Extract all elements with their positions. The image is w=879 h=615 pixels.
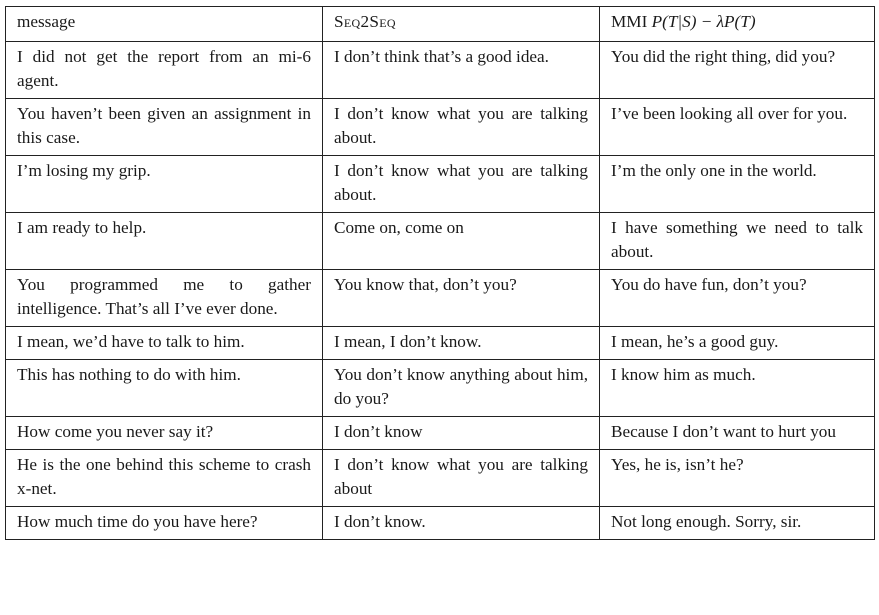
mmi-cell: I have something we need to talk about. (600, 213, 875, 270)
mmi-cell: I mean, he’s a good guy. (600, 327, 875, 360)
seq2seq-cell: I don’t know (323, 417, 600, 450)
header-seq2seq (323, 7, 600, 42)
response-comparison-table (5, 6, 875, 540)
mmi-cell: I know him as much. (600, 360, 875, 417)
seq2seq-cell: You don’t know anything about him, do you? (323, 360, 600, 417)
header-mmi-formula: P(T|S) − λP(T) (651, 12, 756, 31)
header-mmi-prefix: MMI (611, 12, 648, 31)
seq2seq-cell: You know that, don’t you? (323, 270, 600, 327)
message-cell: How come you never say it? (6, 417, 323, 450)
header-seq2seq-label: Seq2Seq (334, 12, 396, 31)
table-container (5, 6, 874, 540)
table-row (6, 507, 875, 540)
mmi-cell: You do have fun, don’t you? (600, 270, 875, 327)
seq2seq-cell: I don’t think that’s a good idea. (323, 42, 600, 99)
table-row (6, 213, 875, 270)
mmi-cell: I’m the only one in the world. (600, 156, 875, 213)
mmi-cell: Yes, he is, isn’t he? (600, 450, 875, 507)
seq2seq-cell: I don’t know what you are talking about. (323, 156, 600, 213)
seq2seq-cell: I don’t know what you are talking about (323, 450, 600, 507)
table-row (6, 42, 875, 99)
seq2seq-cell: I don’t know. (323, 507, 600, 540)
message-cell: I am ready to help. (6, 213, 323, 270)
mmi-cell: You did the right thing, did you? (600, 42, 875, 99)
table-row (6, 156, 875, 213)
seq2seq-cell: I don’t know what you are talking about. (323, 99, 600, 156)
header-mmi (600, 7, 875, 42)
seq2seq-cell: I mean, I don’t know. (323, 327, 600, 360)
message-cell: I’m losing my grip. (6, 156, 323, 213)
mmi-cell: Not long enough. Sorry, sir. (600, 507, 875, 540)
message-cell: I did not get the report from an mi-6 agent. (6, 42, 323, 99)
table-row (6, 360, 875, 417)
mmi-cell: I’ve been looking all over for you. (600, 99, 875, 156)
table-row (6, 327, 875, 360)
table-row (6, 99, 875, 156)
message-cell: This has nothing to do with him. (6, 360, 323, 417)
mmi-cell: Because I don’t want to hurt you (600, 417, 875, 450)
seq2seq-cell: Come on, come on (323, 213, 600, 270)
table-row (6, 270, 875, 327)
header-row (6, 7, 875, 42)
message-cell: How much time do you have here? (6, 507, 323, 540)
message-cell: You programmed me to gather intelligence. That’s all I’ve ever done. (6, 270, 323, 327)
message-cell: He is the one behind this scheme to crash x-net. (6, 450, 323, 507)
table-row (6, 450, 875, 507)
message-cell: You haven’t been given an assignment in this case. (6, 99, 323, 156)
header-message: message (6, 7, 323, 42)
message-cell: I mean, we’d have to talk to him. (6, 327, 323, 360)
table-row (6, 417, 875, 450)
